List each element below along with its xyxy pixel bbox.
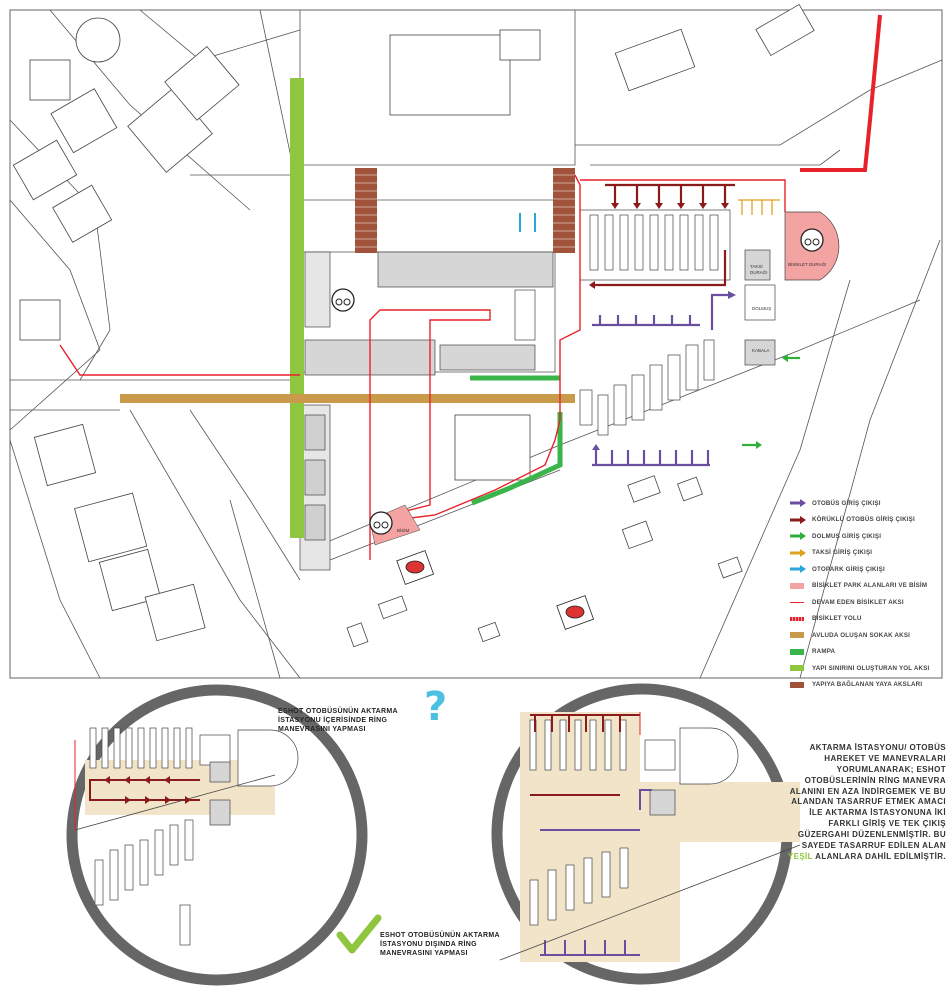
side-description — [780, 743, 946, 863]
svg-text:DURAĞI: DURAĞI — [750, 270, 768, 275]
legend — [790, 495, 950, 693]
svg-text:BİSİKLET DURAĞI: BİSİKLET DURAĞI — [788, 262, 827, 267]
svg-text:DOLMUŞ: DOLMUŞ — [752, 306, 772, 311]
legend-swatch — [790, 665, 804, 671]
legend-item — [790, 594, 950, 611]
note-inside-ring: ESHOT OTOBÜSÜNÜN AKTARMA İSTASYONU İÇERİSİNDE RİNG MANEVRASINI YAPMASI — [278, 708, 398, 733]
legend-item — [790, 660, 950, 677]
svg-text:KABALA: KABALA — [752, 348, 770, 353]
legend-label: YAPI SINIRINI OLUŞTURAN YOL AKSI — [812, 664, 930, 672]
legend-swatch — [790, 602, 804, 604]
legend-label: YAPIYA BAĞLANAN YAYA AKSLARI — [812, 681, 923, 689]
legend-item — [790, 578, 950, 595]
question-mark-icon: ? — [424, 684, 448, 730]
svg-text:BİSİM: BİSİM — [397, 528, 410, 533]
legend-label: KÖRÜKLÜ OTOBÜS GİRİŞ ÇIKIŞI — [812, 516, 915, 524]
legend-item — [790, 561, 950, 578]
legend-swatch — [790, 682, 804, 688]
side-text-part1: AKTARMA İSTASYONU/ OTOBÜS HAREKET VE MANEVRALARI YORUMLANARAK; ESHOT OTOBÜSLERİNİN RİNG MANEVRA ALANINI EN AZA İNDİRGEMEK VE BU ALANDAN TASARRUF ETMEK AMACI İLE AKTARMA İSTASYONUNA İKİ FARKLI GİRİŞ VE TEK ÇIKIŞ GÜZERGAHI DÜZENLENMİŞTİR. BU SAYEDE TASARRUF EDİLEN ALAN — [789, 743, 946, 850]
legend-item — [790, 611, 950, 628]
legend-item — [790, 627, 950, 644]
taksi-label: TAKSİ — [750, 264, 763, 269]
legend-label: DOLMUŞ GİRİŞ ÇIKIŞI — [812, 532, 882, 540]
road-axis — [290, 78, 304, 538]
legend-label: BİSİKLET PARK ALANLARI VE BİSİM — [812, 582, 928, 590]
legend-item — [790, 545, 950, 562]
legend-swatch — [790, 617, 804, 621]
legend-label: AVLUDA OLUŞAN SOKAK AKSI — [812, 631, 911, 639]
legend-item — [790, 528, 950, 545]
legend-label: BİSİKLET YOLU — [812, 615, 862, 623]
legend-label: RAMPA — [812, 648, 836, 656]
legend-item — [790, 677, 950, 694]
legend-label: TAKSİ GİRİŞ ÇIKIŞI — [812, 549, 873, 557]
legend-swatch — [790, 516, 806, 524]
legend-label: OTOPARK GİRİŞ ÇIKIŞI — [812, 565, 885, 573]
legend-swatch — [790, 583, 804, 589]
legend-label: DEVAM EDEN BİSİKLET AKSI — [812, 598, 904, 606]
legend-swatch — [790, 499, 806, 507]
legend-swatch — [790, 549, 806, 557]
legend-swatch — [790, 532, 806, 540]
note-outside-ring: ESHOT OTOBÜSÜNÜN AKTARMA İSTASYONU DIŞINDA RİNG MANEVRASINI YAPMASI — [380, 932, 500, 957]
circle-right — [497, 689, 800, 979]
street-axis — [120, 394, 575, 403]
side-text-highlight: YEŞİL — [787, 851, 813, 861]
side-text-part2: ALANLARA DAHİL EDİLMİŞTİR. — [815, 851, 946, 861]
legend-swatch — [790, 649, 804, 655]
legend-item — [790, 644, 950, 661]
legend-label: OTOBÜS GİRİŞ ÇIKIŞI — [812, 499, 881, 507]
legend-swatch — [790, 632, 804, 638]
check-mark-icon — [340, 918, 378, 950]
legend-item — [790, 495, 950, 512]
legend-swatch — [790, 565, 806, 573]
legend-item — [790, 512, 950, 529]
